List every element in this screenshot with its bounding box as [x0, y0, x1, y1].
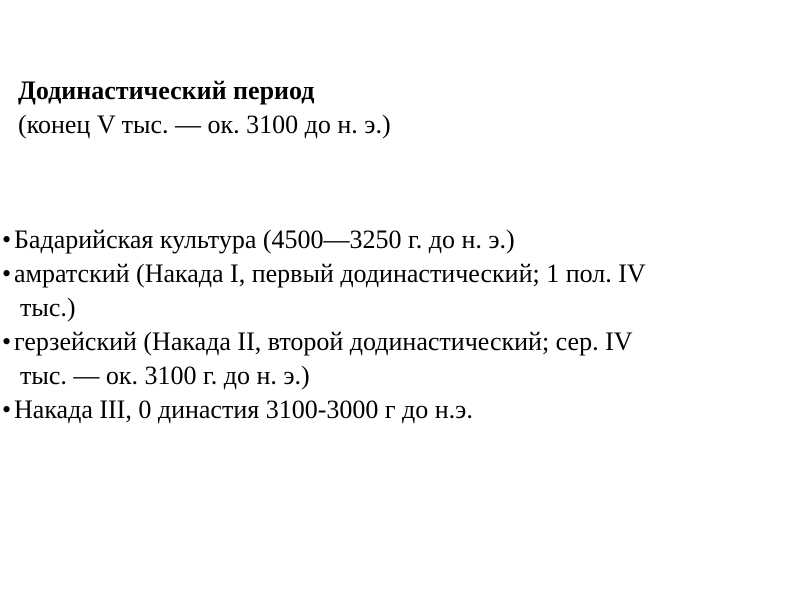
- list-item: [0, 393, 780, 427]
- list-item-text: Бадарийская культура (4500—3250 г. до н. э.): [14, 225, 515, 254]
- bullet-icon: •: [2, 259, 12, 288]
- list-item: [0, 325, 780, 393]
- bullet-icon: •: [2, 225, 12, 254]
- list-item: [0, 223, 780, 257]
- bullet-icon: •: [2, 327, 12, 356]
- title-block: [18, 74, 778, 142]
- list-item-text-continued: тыс. — ок. 3100 г. до н. э.): [20, 361, 310, 390]
- list-item-text: амратский (Накада I, первый додинастический; 1 пол. IV: [14, 259, 646, 288]
- slide-subtitle: (конец V тыс. — ок. 3100 до н. э.): [18, 110, 391, 139]
- slide-title: Додинастический период: [18, 76, 315, 105]
- bullet-list: [0, 223, 780, 427]
- list-item-text: Накада III, 0 династия 3100-3000 г до н.э.: [14, 395, 473, 424]
- list-item: [0, 257, 780, 325]
- list-item-text: герзейский (Накада II, второй додинастический; сер. IV: [14, 327, 633, 356]
- bullet-icon: •: [2, 395, 12, 424]
- list-item-text-continued: тыс.): [20, 293, 76, 322]
